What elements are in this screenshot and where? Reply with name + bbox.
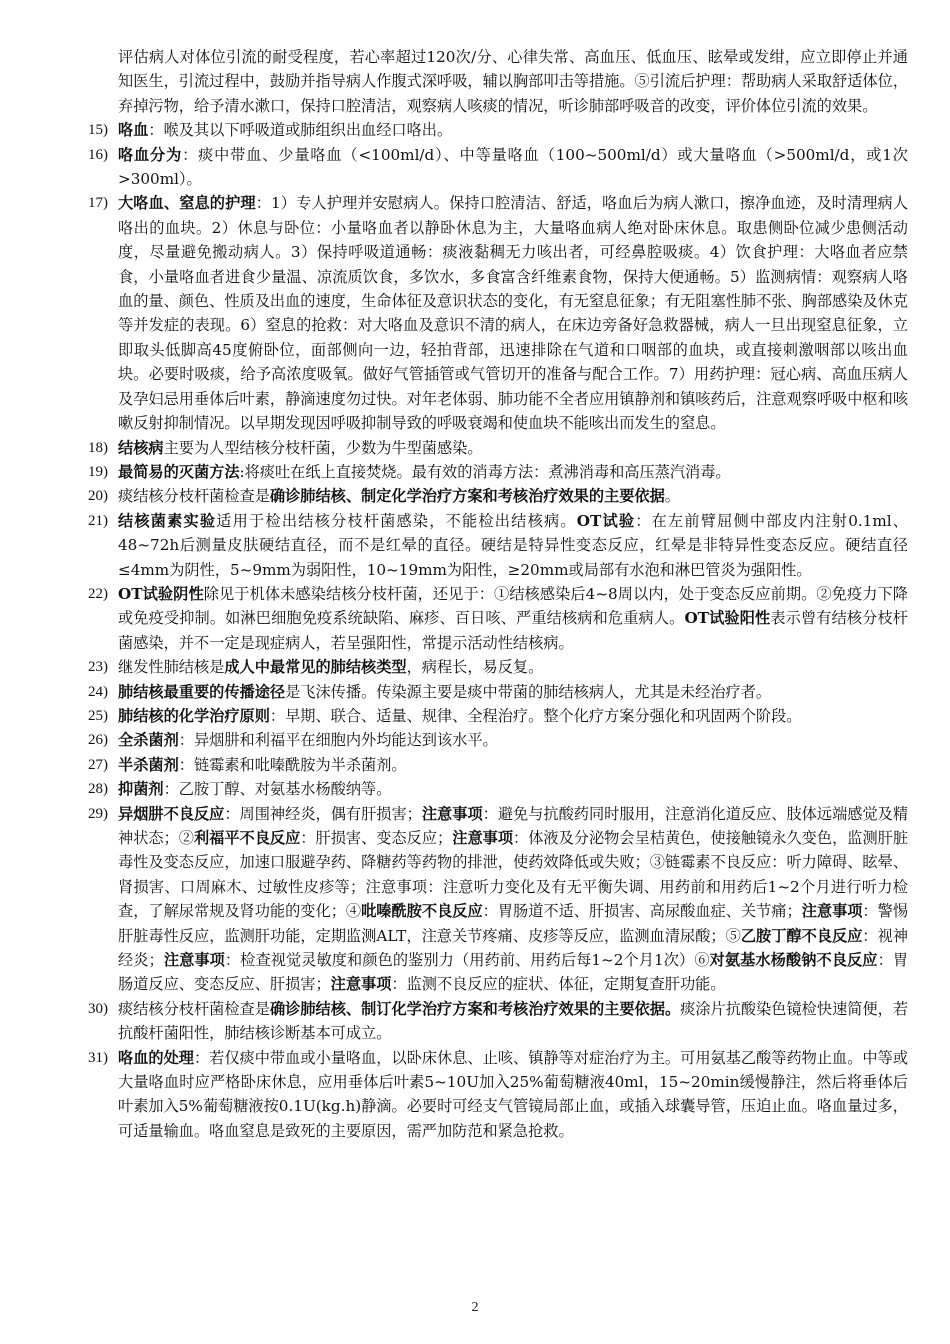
body-text: ：1）专人护理并安慰病人。保持口腔清洁、舒适，咯血后为病人漱口，擦净血迹，及时清理病人咯出的血块。2）休息与卧位：小量咯血者以静卧休息为主，大量咯血病人绝对卧床休息。取患侧卧位减少患侧活动度，尽量避免搬动病人。3）保持呼吸道通畅：痰液黏稠无力咳出者，可经鼻腔吸痰。4）饮食护理：大咯血者应禁食，小量咯血者进食少量温、凉流质饮食，多饮水，多食富含纤维素食物，保持大便通畅。5）监测病情：观察病人咯血的量、颜色、性质及出血的速度，生命体征及意识状态的变化，有无窒息征象；有无阻塞性肺不张、胸部感染及休克等并发症的表现。6）窒息的抢救：对大咯血及意识不清的病人，在床边旁备好急救器械，病人一旦出现窒息征象，立即取头低脚高45度俯卧位，面部侧向一边，轻拍背部，迅速排除在气道和口咽部的血块，或直接刺激咽部以咳出血块。必要时吸痰，给予高浓度吸氧。做好气管插管或气管切开的准备与配合工作。7）用药护理：冠心病、高血压病人及孕妇忌用垂体后叶素，静滴速度勿过快。对年老体弱、肺功能不全者应用镇静剂和镇咳药后，注意观察呼吸中枢和咳嗽反射抑制情况。以早期发现因呼吸抑制导致的呼吸衰竭和使血块不能咳出而发生的窒息。 bbox=[118, 194, 909, 433]
list-item bbox=[88, 728, 908, 752]
list-item-number: 29) bbox=[88, 805, 108, 822]
body-text: ：若仅痰中带血或小量咯血，以卧床休息、止咳、镇静等对症治疗为主。可用氨基乙酸等药物止血。中等或大量咯血时应严格卧床休息，应用垂体后叶素5~10U加入25%葡萄糖液40ml，15~20min缓慢静注，然后将垂体后叶素加入5%葡萄糖液按0.1U(kg.h)静滴。必要时可经支气管镜局部止血，或插入球囊导管，压迫止血。咯血量过多，可适量输血。咯血窒息是致死的主要原因，需严加防范和紧急抢救。 bbox=[118, 1048, 909, 1140]
bold-term: 吡嗪酰胺不良反应 bbox=[361, 902, 483, 921]
body-text: 主要为人型结核分枝杆菌，少数为牛型菌感染。 bbox=[163, 438, 483, 457]
bold-term: 抑菌剂 bbox=[118, 780, 164, 799]
bold-term: 注意事项 bbox=[801, 902, 863, 921]
list-item-number: 16) bbox=[88, 146, 108, 163]
body-text: 痰涂片抗酸染色镜检快速简便，若抗酸杆菌阳性，肺结核诊断基本可成立。 bbox=[118, 999, 909, 1043]
body-text: 是飞沫传播。传染源主要是痰中带菌的肺结核病人，尤其是未经治疗者。 bbox=[285, 682, 772, 701]
body-text: ：在左前臂屈侧中部皮内注射0.1ml、48~72h后测量皮肤硬结直径，而不是红晕的直径。硬结是特异性变态反应，红晕是非特异性变态反应。硬结直径≤4mm为阴性，5~9mm为弱阳性，10~19mm为阳性，≥20mm或局部有水泡和淋巴管炎为强阳性。 bbox=[118, 511, 908, 579]
bold-term: 全杀菌剂 bbox=[118, 731, 179, 750]
body-text: 继发性肺结核是 bbox=[118, 658, 225, 677]
bold-term: 结核菌素实验 bbox=[118, 511, 217, 530]
bold-term: 半杀菌剂 bbox=[118, 755, 179, 774]
body-text: ：视神经炎； bbox=[118, 926, 908, 970]
bold-term: OT试验阴性 bbox=[118, 584, 204, 603]
bold-term: 异烟肼不良反应 bbox=[118, 804, 225, 823]
body-text: ：肝损害、变态反应； bbox=[300, 829, 453, 847]
list-item-number: 30) bbox=[88, 1000, 108, 1017]
body-text: 痰结核分枝杆菌检查是 bbox=[118, 999, 270, 1018]
body-text: 适用于检出结核分枝杆菌感染，不能检出结核病。 bbox=[216, 511, 577, 530]
bold-term: 对氨基水杨酸钠不良反应 bbox=[709, 951, 878, 970]
list-item bbox=[88, 777, 908, 801]
list-item-number: 20) bbox=[88, 488, 108, 505]
bold-term: 确诊肺结核、制定化学治疗方案和考核治疗效果的主要依据 bbox=[269, 487, 665, 506]
list-item-number: 15) bbox=[88, 122, 108, 139]
body-text: 痰结核分枝杆菌检查是 bbox=[118, 487, 270, 506]
list-item-number: 17) bbox=[88, 195, 108, 212]
bold-term: 结核病 bbox=[118, 438, 164, 457]
page-content bbox=[88, 45, 908, 1143]
list-item-number: 31) bbox=[88, 1049, 108, 1066]
list-item bbox=[88, 460, 908, 484]
bold-term: 注意事项 bbox=[163, 951, 225, 970]
body-text: ：早期、联合、适量、规律、全程治疗。整个化疗方案分强化和巩固两个阶段。 bbox=[269, 706, 802, 725]
bold-term: 大咯血、窒息的护理 bbox=[118, 194, 256, 213]
body-text: ：周围神经炎，偶有肝损害； bbox=[224, 804, 422, 823]
list-item bbox=[88, 509, 908, 582]
list-item-number: 26) bbox=[88, 732, 108, 749]
body-text: ：警惕肝脏毒性反应，监测肝功能，定期监测ALT，注意关节疼痛、皮疹等反应，监测血清尿酸；⑤ bbox=[118, 902, 909, 945]
body-text: ：胃肠道不适、肝损害、高尿酸血症、关节痛； bbox=[482, 902, 802, 921]
bold-term: 乙胺丁醇不良反应 bbox=[740, 926, 863, 945]
body-text: ：乙胺丁醇、对氨基水杨酸纳等。 bbox=[163, 780, 392, 799]
body-text: 表示曾有结核分枝杆菌感染，并不一定是现症病人，若呈强阳性，常提示活动性结核病。 bbox=[118, 609, 908, 652]
list-item-number: 22) bbox=[88, 585, 108, 602]
bold-term: 咯血 bbox=[118, 121, 149, 140]
bold-term: 肺结核的化学治疗原则 bbox=[118, 706, 270, 725]
bold-term: OT试验阳性 bbox=[684, 609, 771, 628]
page-number: 2 bbox=[471, 1300, 479, 1315]
bold-term: 注意事项 bbox=[452, 829, 514, 847]
list-item bbox=[88, 118, 908, 142]
body-text: ：痰中带血、少量咯血（<100ml/d）、中等量咯血（100~500ml/d）或大量咯血（>500ml/d，或1次>300ml）。 bbox=[118, 145, 908, 189]
list-item-number: 19) bbox=[88, 463, 108, 480]
list-item bbox=[88, 997, 908, 1046]
intro-paragraph bbox=[88, 45, 908, 118]
numbered-list bbox=[88, 118, 908, 1143]
bold-term: 肺结核最重要的传播途径 bbox=[118, 682, 286, 701]
body-text: ：检查视觉灵敏度和颜色的鉴别力（用药前、用药后每1~2个月1次）⑥ bbox=[224, 951, 710, 970]
list-item bbox=[88, 436, 908, 460]
body-text: ：喉及其以下呼吸道或肺组织出血经口咯出。 bbox=[148, 121, 453, 140]
intro-text: 评估病人对体位引流的耐受程度，若心率超过120次/分、心律失常、高血压、低血压、眩晕或发绀，应立即停止并通知医生，引流过程中，鼓励并指导病人作腹式深呼吸，辅以胸部叩击等措施。⑤引流后护理：帮助病人采取舒适体位，弃掉污物，给予清水漱口，保持口腔清洁，观察病人咳痰的情况，听诊肺部呼吸音的改变，评价体位引流的效果。 bbox=[118, 48, 908, 115]
list-item bbox=[88, 802, 908, 997]
bold-term: 咯血的处理 bbox=[118, 1048, 194, 1067]
list-item-number: 27) bbox=[88, 756, 108, 773]
list-item bbox=[88, 680, 908, 704]
bold-term: 注意事项 bbox=[330, 975, 392, 994]
list-item bbox=[88, 582, 908, 655]
body-text: 除见于机体未感染结核分枝杆菌，还见于：①结核感染后4~8周以内，处于变态反应前期。②免疫力下降或免疫受抑制。如淋巴细胞免疫系统缺陷、麻疹、百日咳、严重结核病和危重病人。 bbox=[118, 584, 908, 628]
bold-term: 咯血分为 bbox=[118, 145, 183, 164]
list-item bbox=[88, 191, 908, 435]
bold-term: 最简易的灭菌方法 bbox=[118, 462, 240, 481]
body-text: ，病程长，易反复。 bbox=[406, 658, 544, 677]
list-item bbox=[88, 704, 908, 728]
body-text: ：胃肠道反应、变态反应、肝损害； bbox=[118, 951, 909, 994]
body-text: ：链霉素和吡嗪酰胺为半杀菌剂。 bbox=[178, 755, 407, 774]
bold-term: OT试验 bbox=[576, 511, 636, 530]
bold-term: 利福平不良反应 bbox=[193, 829, 301, 847]
body-text: ：体液及分泌物会呈桔黄色，使接触镜永久变色，监测肝脏毒性及变态反应，加速口服避孕药、降糖药等药物的排泄，使药效降低或失败；③链霉素不良反应：听力障碍、眩晕、肾损害、口周麻木、过敏性皮疹等；注意事项：注意听力变化及有无平衡失调、用药前和用药后1~2个月进行听力检查，了解尿常规及肾功能的变化；④ bbox=[118, 829, 909, 921]
bold-term: 成人中最常见的肺结核类型 bbox=[224, 658, 407, 677]
list-item bbox=[88, 143, 908, 192]
list-item-number: 23) bbox=[88, 659, 108, 676]
list-item bbox=[88, 1046, 908, 1144]
bold-term: 确诊肺结核、制订化学治疗方案和考核治疗效果的主要依据。 bbox=[269, 999, 681, 1018]
body-text: ：监测不良反应的症状、体征，定期复查肝功能。 bbox=[391, 975, 726, 994]
list-item-number: 18) bbox=[88, 439, 108, 456]
list-item bbox=[88, 655, 908, 679]
list-item bbox=[88, 753, 908, 777]
list-item-number: 21) bbox=[88, 512, 108, 529]
list-item-number: 25) bbox=[88, 707, 108, 724]
body-text: :将痰吐在纸上直接焚烧。最有效的消毒方法：煮沸消毒和高压蒸汽消毒。 bbox=[239, 462, 731, 481]
list-item-number: 28) bbox=[88, 781, 108, 798]
list-item bbox=[88, 484, 908, 508]
body-text: ：避免与抗酸药同时服用，注意消化道反应、肢体远端感觉及精神状态；② bbox=[118, 804, 909, 847]
body-text: 。 bbox=[664, 487, 680, 506]
bold-term: 注意事项 bbox=[421, 804, 483, 823]
body-text: ：异烟肼和利福平在细胞内外均能达到该水平。 bbox=[178, 731, 498, 750]
list-item-number: 24) bbox=[88, 683, 108, 700]
